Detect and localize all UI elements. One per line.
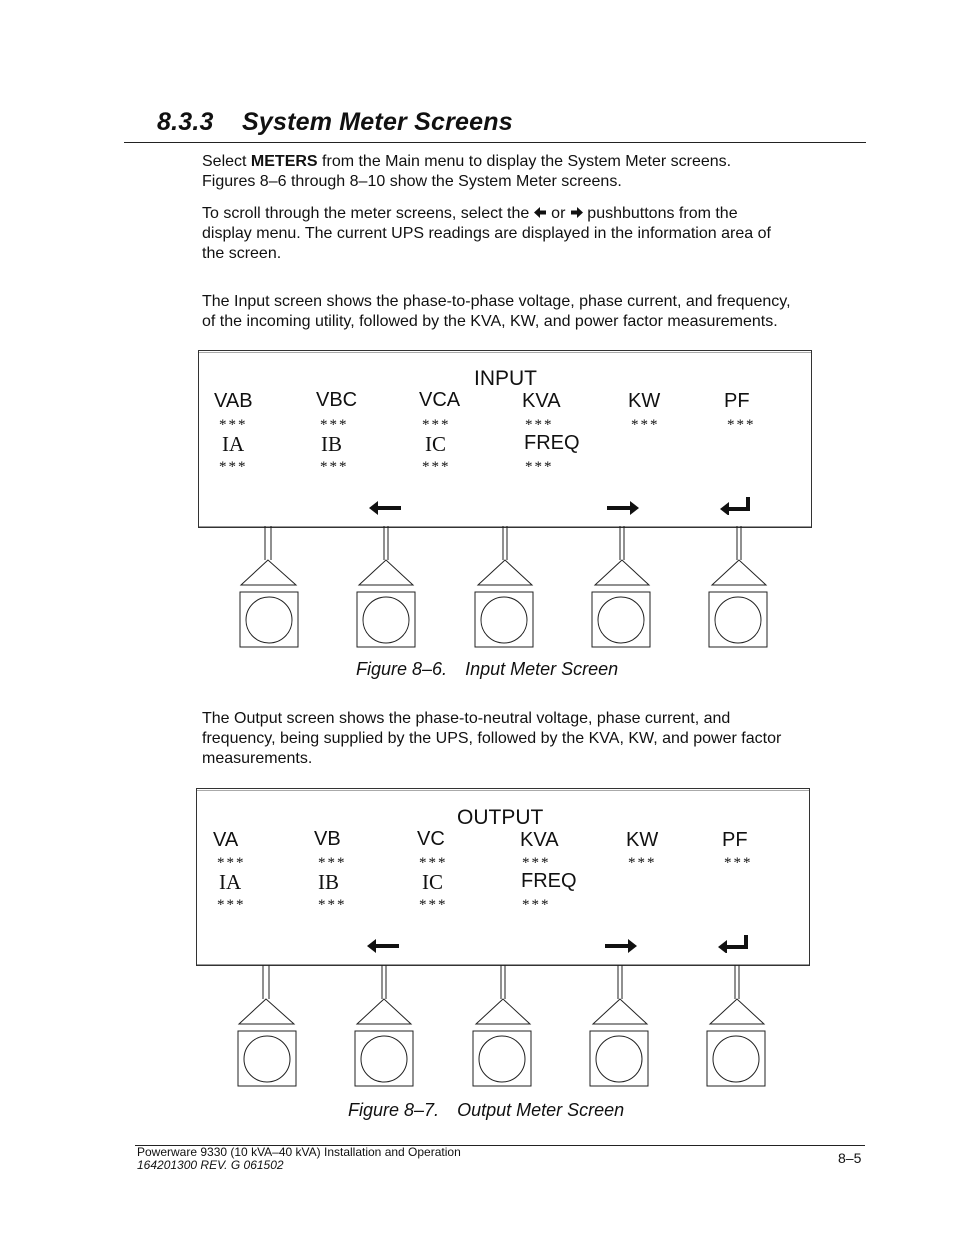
footer-left <box>137 1146 461 1172</box>
value-ic: *** <box>419 897 448 913</box>
label-kva: KVA <box>520 829 559 851</box>
value-vab: *** <box>219 417 248 433</box>
heading-rule <box>124 142 866 143</box>
input-desc-text: of the incoming utility, followed by the KVA, KW, and power factor measurements. <box>202 313 778 330</box>
left-arrow-icon <box>367 939 401 953</box>
intro-text: Select <box>202 153 251 170</box>
softkey-button-5[interactable] <box>707 965 765 1086</box>
section-title: System Meter Screens <box>242 108 513 136</box>
left-arrow-icon <box>369 501 403 515</box>
softkey-button-3[interactable] <box>473 965 531 1086</box>
value-ia: *** <box>219 459 248 475</box>
softkey-button-1[interactable] <box>240 526 298 647</box>
intro-text: pushbuttons from the <box>582 205 738 222</box>
label-vc: VC <box>417 828 445 850</box>
figure-title: Output Meter Screen <box>457 1100 625 1120</box>
intro-text: from the Main menu to display the System Meter screens. <box>317 153 732 170</box>
intro-text: Figures 8–6 through 8–10 show the System Meter screens. <box>202 173 622 190</box>
label-vb: VB <box>314 828 341 850</box>
figure-8-7-caption <box>348 1100 624 1121</box>
label-ic: IC <box>425 432 446 456</box>
output-screen-title: OUTPUT <box>457 806 544 829</box>
value-pf: *** <box>727 417 756 433</box>
intro-text: the screen. <box>202 245 282 262</box>
softkey-button-2[interactable] <box>355 965 413 1086</box>
value-vb: *** <box>318 855 347 871</box>
meters-keyword: METERS <box>250 153 318 170</box>
label-ib: IB <box>321 432 342 456</box>
label-pf: PF <box>724 390 750 412</box>
value-freq: *** <box>522 897 551 913</box>
softkey-button-5[interactable] <box>709 526 767 647</box>
value-ia: *** <box>217 897 246 913</box>
output-desc-text: The Output screen shows the phase-to-neutral voltage, phase current, and <box>202 710 731 727</box>
label-ic: IC <box>422 870 443 894</box>
footer-doc-id: 164201300 REV. G 061502 <box>137 1158 284 1172</box>
value-kva: *** <box>525 417 554 433</box>
value-va: *** <box>217 855 246 871</box>
softkey-button-3[interactable] <box>475 526 533 647</box>
enter-arrow-icon <box>718 935 750 953</box>
value-kw: *** <box>628 855 657 871</box>
left-arrow-icon <box>534 205 547 218</box>
intro-paragraph-1 <box>202 152 852 192</box>
intro-text: To scroll through the meter screens, select the <box>202 205 534 222</box>
section-number: 8.3.3 <box>157 108 214 136</box>
figure-label: Figure 8–7. <box>348 1100 440 1120</box>
label-vab: VAB <box>214 390 253 412</box>
output-desc-text: frequency, being supplied by the UPS, followed by the KVA, KW, and power factor <box>202 730 782 747</box>
right-arrow-icon <box>605 939 639 953</box>
value-ic: *** <box>422 459 451 475</box>
figure-8-6-caption <box>356 659 618 680</box>
label-ia: IA <box>219 870 242 894</box>
label-ia: IA <box>222 432 245 456</box>
value-kva: *** <box>522 855 551 871</box>
right-arrow-icon <box>607 501 641 515</box>
input-screen-title: INPUT <box>474 367 537 390</box>
intro-paragraph-2 <box>202 204 852 264</box>
softkey-button-4[interactable] <box>590 965 648 1086</box>
label-kva: KVA <box>522 390 561 412</box>
label-pf: PF <box>722 829 748 851</box>
enter-arrow-icon <box>720 497 752 515</box>
output-desc-text: measurements. <box>202 750 313 767</box>
input-description <box>202 292 862 332</box>
label-freq: FREQ <box>524 432 580 454</box>
label-kw: KW <box>628 390 661 412</box>
value-ib: *** <box>318 897 347 913</box>
input-meter-display <box>198 350 812 528</box>
output-button-row <box>196 965 808 1090</box>
label-vbc: VBC <box>316 389 358 411</box>
right-arrow-icon <box>570 205 583 218</box>
label-vca: VCA <box>419 389 461 411</box>
figure-label: Figure 8–6. <box>356 659 448 679</box>
footer-product: Powerware 9330 (10 kVA–40 kVA) Installation and Operation <box>137 1145 461 1159</box>
label-va: VA <box>213 829 239 851</box>
page-number: 8–5 <box>838 1150 862 1166</box>
label-freq: FREQ <box>521 870 577 892</box>
value-ib: *** <box>320 459 349 475</box>
value-vca: *** <box>422 417 451 433</box>
input-desc-text: The Input screen shows the phase-to-phase voltage, phase current, and frequency, <box>202 293 791 310</box>
value-kw: *** <box>631 417 660 433</box>
softkey-button-1[interactable] <box>238 965 296 1086</box>
softkey-button-2[interactable] <box>357 526 415 647</box>
value-vbc: *** <box>320 417 349 433</box>
intro-text: display menu. The current UPS readings are displayed in the information area of <box>202 225 771 242</box>
label-ib: IB <box>318 870 339 894</box>
value-vc: *** <box>419 855 448 871</box>
figure-title: Input Meter Screen <box>465 659 619 679</box>
intro-text: or <box>546 205 570 222</box>
output-description <box>202 709 862 769</box>
label-kw: KW <box>626 829 659 851</box>
softkey-button-4[interactable] <box>592 526 650 647</box>
output-meter-display <box>196 788 810 966</box>
section-heading <box>157 108 513 137</box>
value-pf: *** <box>724 855 753 871</box>
input-button-row <box>198 526 810 651</box>
value-freq: *** <box>525 459 554 475</box>
